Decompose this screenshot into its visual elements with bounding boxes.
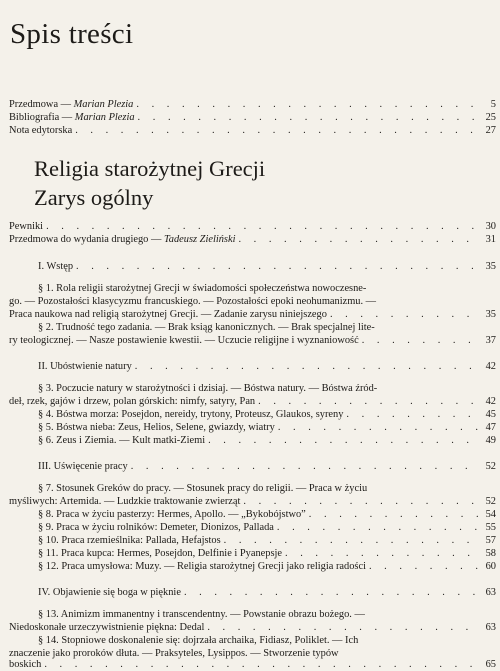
toc-entry: Praca naukowa nad religią starożytnej Grecji. — Zadanie zarysu niniejszego . . . 35 <box>9 309 496 321</box>
book-title: Religia starożytnej Grecji <box>34 156 266 181</box>
toc-entry: Niedoskonałe urzeczywistnienie piękna: Dedal . . . 63 <box>9 622 496 634</box>
toc-entry: § 4. Bóstwa morza: Posejdon, nereidy, trytony, Proteusz, Glaukos, syreny . . . 45 <box>38 409 496 421</box>
toc-entry: Nota edytorska . . . 27 <box>9 125 496 137</box>
toc-entry: boskich . . . 65 <box>9 659 496 671</box>
chapter-heading: IV. Objawienie się boga w pięknie . . . 63 <box>38 587 496 599</box>
toc-heading: Spis treści <box>10 18 134 50</box>
toc-entry: Pewniki . . . 30 <box>9 221 496 233</box>
chapter-heading: I. Wstęp . . . 35 <box>38 261 496 273</box>
toc-entry: § 10. Praca rzemieślnika: Pallada, Hefajstos . . . 57 <box>38 535 496 547</box>
toc-section-line: go. — Pozostałości klasycyzmu francuskiego. — Pozostałości epoki neohumanizmu. — <box>9 296 377 307</box>
toc-entry: Przedmowa — Marian Plezia . . . 5 <box>9 99 496 111</box>
book-subtitle: Zarys ogólny <box>34 185 154 210</box>
toc-section-line: § 13. Animizm immanentny i transcendentny. — Powstanie obrazu bożego. — <box>38 609 365 620</box>
toc-entry: § 6. Zeus i Ziemia. — Kult matki-Ziemi . . . 49 <box>38 435 496 447</box>
toc-section-line: § 7. Stosunek Greków do pracy. — Stosunek pracy do religii. — Praca w życiu <box>38 483 368 494</box>
toc-entry: myśliwych: Artemida. — Ludzkie traktowanie zwierząt . . . 52 <box>9 496 496 508</box>
toc-entry: § 11. Praca kupca: Hermes, Posejdon, Delfinie i Pyanepsje . . . 58 <box>38 548 496 560</box>
toc-entry: Przedmowa do wydania drugiego — Tadeusz Zieliński . . . 31 <box>9 234 496 246</box>
toc-section-line: § 3. Poczucie natury w starożytności i dzisiaj. — Bóstwa natury. — Bóstwa źród- <box>38 383 378 394</box>
toc-entry: § 8. Praca w życiu pasterzy: Hermes, Apollo. — „Bykobójstwo” . . . 54 <box>38 509 496 521</box>
toc-section-line: § 14. Stopniowe doskonalenie się: dojrzała archaika, Fidiasz, Poliklet. — Ich <box>38 635 359 646</box>
toc-section-line: znaczenie jako proroków dłuta. — Praksyteles, Lysippos. — Stworzenie typów <box>9 648 339 659</box>
toc-entry: § 12. Praca umysłowa: Muzy. — Religia starożytnej Grecji jako religia radości . . . 60 <box>38 561 496 573</box>
toc-entry: ry teologicznej. — Nasze postawienie kwestii. — Uczucie religijne i wyznaniowość . . . 37 <box>9 335 496 347</box>
toc-entry: deł, rzek, gajów i drzew, polan górskich: nimfy, satyry, Pan . . . 42 <box>9 396 496 408</box>
chapter-heading: II. Ubóstwienie natury . . . 42 <box>38 361 496 373</box>
toc-section-line: § 2. Trudność tego zadania. — Brak ksiąg kanonicznych. — Brak specjalnej lite- <box>38 322 375 333</box>
toc-entry: § 9. Praca w życiu rolników: Demeter, Dionizos, Pallada . . . 55 <box>38 522 496 534</box>
toc-entry: § 5. Bóstwa nieba: Zeus, Helios, Selene, gwiazdy, wiatry . . . 47 <box>38 422 496 434</box>
chapter-heading: III. Uświęcenie pracy . . . 52 <box>38 461 496 473</box>
toc-entry: Bibliografia — Marian Plezia . . . 25 <box>9 112 496 124</box>
toc-section-line: § 1. Rola religii starożytnej Grecji w świadomości społeczeństwa nowoczesne- <box>38 283 367 294</box>
